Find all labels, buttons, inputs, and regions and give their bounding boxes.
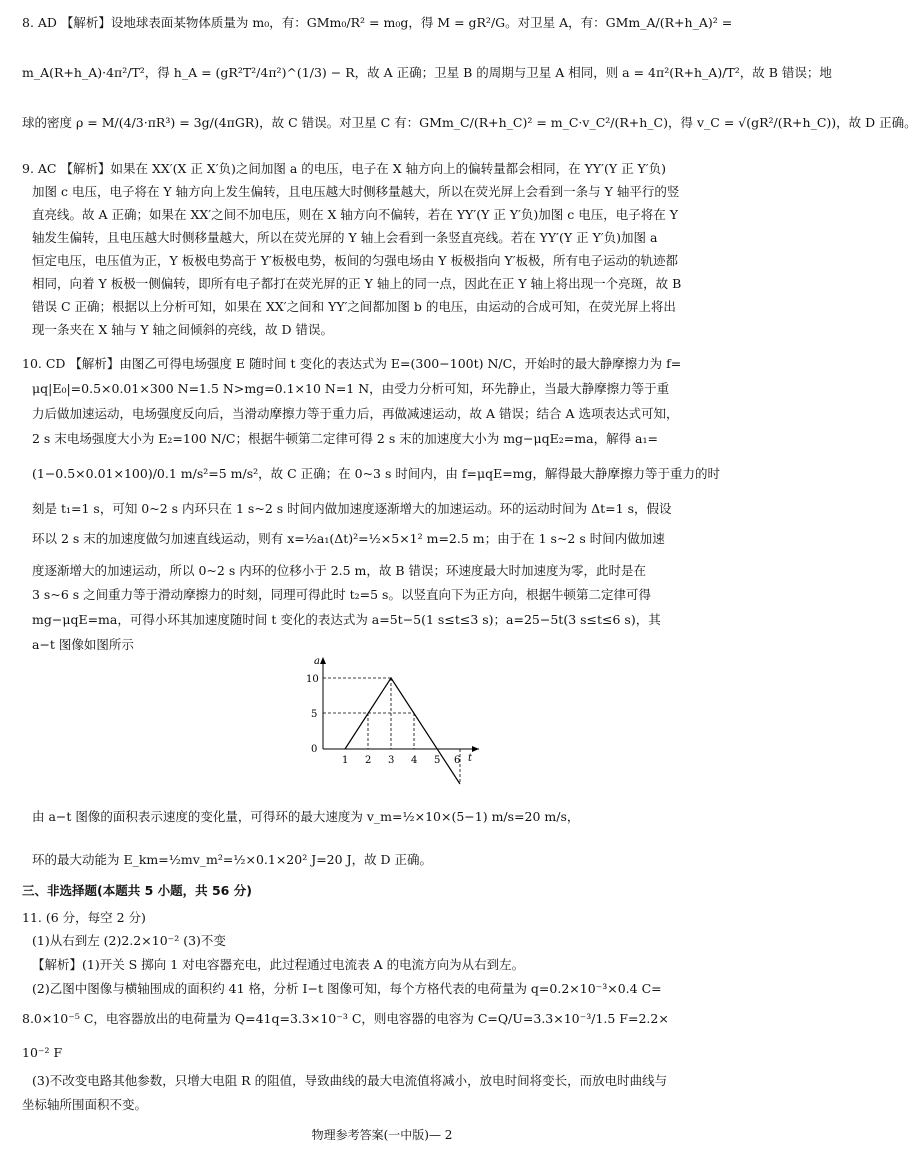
q8-line-1: 8. AD 【解析】设地球表面某物体质量为 m₀，有：GMm₀/R² = m₀g，得 M = gR²/G。对卫星 A，有：GMm_A/(R+h_A)² = bbox=[22, 15, 733, 30]
q9-line-5: 恒定电压，电压值为正，Y 板极电势高于 Y′板极电势，板间的匀强电场由 Y 板极指向 Y′板极，所有电子运动的轨迹都 bbox=[32, 253, 679, 268]
q11-line-6: 10⁻² F bbox=[22, 1045, 63, 1060]
page-footer: 物理参考答案(一中版)— 2 bbox=[311, 1128, 453, 1142]
x-tick-4: 4 bbox=[411, 755, 418, 766]
q10-line-4: 2 s 末电场强度大小为 E₂=100 N/C；根据牛顿第二定律可得 2 s 末的加速度大小为 mg−μqE₂=ma，解得 a₁= bbox=[32, 431, 658, 446]
x-tick-1: 1 bbox=[342, 755, 349, 766]
q9-line-1: 9. AC 【解析】如果在 XX′(X 正 X′负)之间加图 a 的电压，电子在 X 轴方向上的偏转量都会相同，在 YY′(Y 正 Y′负) bbox=[22, 161, 667, 176]
a-t-graph bbox=[296, 654, 486, 772]
x-axis-arrow bbox=[472, 746, 479, 752]
y-tick-5: 5 bbox=[311, 709, 318, 720]
q9-line-8: 现一条夹在 X 轴与 Y 轴之间倾斜的亮线，故 D 错误。 bbox=[32, 322, 334, 337]
q9-line-2: 加图 c 电压，电子将在 Y 轴方向上发生偏转，且电压越大时侧移量越大，所以在荧光屏上会看到一条与 Y 轴平行的竖 bbox=[32, 184, 680, 199]
q11-answers: (1)从右到左 (2)2.2×10⁻² (3)不变 bbox=[32, 933, 226, 948]
q8-line-3: 球的密度 ρ = M/(4/3·πR³) = 3g/(4πGR)，故 C 错误。对卫星 C 有：GMm_C/(R+h_C)² = m_C·v_C²/(R+h_C)，得 v_C = √(gR²/(R+h_C))，故 D 正确。 bbox=[22, 115, 917, 130]
q9-line-6: 相同，向着 Y 板极一侧偏转，即所有电子都打在荧光屏的正 Y 轴上的同一点，因此在正 Y 轴上将出现一个亮斑，故 B bbox=[32, 276, 682, 291]
q9-line-7: 错误 C 正确；根据以上分析可知，如果在 XX′之间和 YY′之间都加图 b 的电压，由运动的合成可知，在荧光屏上将出 bbox=[32, 299, 676, 314]
y-tick-10: 10 bbox=[306, 674, 319, 685]
x-tick-6: 6 bbox=[454, 755, 461, 766]
a-t-curve bbox=[345, 678, 460, 784]
q10-line-3: 力后做加速运动，电场强度反向后，当滑动摩擦力等于重力后，再做减速运动，故 A 错误；结合 A 选项表达式可知， bbox=[32, 406, 679, 421]
q10-conclusion-2: 环的最大动能为 E_km=½mv_m²=½×0.1×20² J=20 J，故 D 正确。 bbox=[32, 852, 433, 867]
q9-line-4: 轴发生偏转，且电压越大时侧移量越大，所以在荧光屏的 Y 轴上会看到一条竖直亮线。若在 YY′(Y 正 Y′负)加图 a bbox=[32, 230, 658, 245]
q10-line-7: 环以 2 s 末的加速度做匀加速直线运动，则有 x=½a₁(Δt)²=½×5×1² m=2.5 m；由于在 1 s~2 s 时间内做加速 bbox=[32, 531, 665, 546]
q11-line-5: 8.0×10⁻⁵ C，电容器放出的电荷量为 Q=41q=3.3×10⁻³ C，则电容器的电容为 C=Q/U=3.3×10⁻³/1.5 F=2.2× bbox=[22, 1011, 669, 1026]
q10-line-8: 度逐渐增大的加速运动，所以 0~2 s 内环的位移小于 2.5 m，故 B 错误；环速度最大时加速度为零，此时是在 bbox=[32, 563, 647, 578]
q9-line-3: 直亮线。故 A 正确；如果在 XX′之间不加电压，则在 X 轴方向不偏转，若在 YY′(Y 正 Y′负)加图 c 电压，电子将在 Y bbox=[32, 207, 678, 222]
x-tick-5: 5 bbox=[434, 755, 441, 766]
q11-line-7: (3)不改变电路其他参数，只增大电阻 R 的阻值，导致曲线的最大电流值将减小，放电时间将变长，而放电时曲线与 bbox=[32, 1073, 668, 1088]
q10-line-5: (1−0.5×0.01×100)/0.1 m/s²=5 m/s²，故 C 正确；在 0~3 s 时间内，由 f=μqE=mg，解得最大静摩擦力等于重力的时 bbox=[32, 466, 721, 481]
q11-line-1: 11. (6 分，每空 2 分) bbox=[22, 910, 146, 925]
q11-line-4: (2)乙图中图像与横轴围成的面积约 41 格，分析 I−t 图像可知，每个方格代表的电荷量为 q=0.2×10⁻³×0.4 C= bbox=[32, 981, 662, 996]
q8-line-2: m_A(R+h_A)·4π²/T²，得 h_A = (gR²T²/4π²)^(1/3) − R，故 A 正确；卫星 B 的周期与卫星 A 相同，则 a = 4π²(R+h_A)/T²，故 B 错误；地 bbox=[22, 65, 832, 80]
q10-line-2: μq|E₀|=0.5×0.01×300 N=1.5 N>mg=0.1×10 N=1 N，由受力分析可知，环先静止，当最大静摩擦力等于重 bbox=[32, 381, 670, 396]
q10-line-9: 3 s~6 s 之间重力等于滑动摩擦力的时刻，同理可得此时 t₂=5 s。以竖直向下为正方向，根据牛顿第二定律可得 bbox=[32, 587, 651, 602]
y-tick-0: 0 bbox=[311, 744, 318, 755]
q11-line-3: 【解析】(1)开关 S 掷向 1 对电容器充电，此过程通过电流表 A 的电流方向为从右到左。 bbox=[32, 957, 525, 972]
q10-conclusion-1: 由 a−t 图像的面积表示速度的变化量，可得环的最大速度为 v_m=½×10×(5−1) m/s=20 m/s， bbox=[32, 809, 580, 824]
x-tick-2: 2 bbox=[365, 755, 372, 766]
q10-line-10: mg−μqE=ma，可得小环其加速度随时间 t 变化的表达式为 a=5t−5(1 s≤t≤3 s)；a=25−5t(3 s≤t≤6 s)，其 bbox=[32, 612, 661, 627]
q10-line-1: 10. CD 【解析】由图乙可得电场强度 E 随时间 t 变化的表达式为 E=(300−100t) N/C，开始时的最大静摩擦力为 f= bbox=[22, 356, 682, 371]
x-tick-3: 3 bbox=[388, 755, 395, 766]
section-heading: 三、非选择题(本题共 5 小题，共 56 分) bbox=[22, 883, 252, 898]
y-axis-label: a bbox=[314, 656, 320, 667]
q10-line-6: 刻是 t₁=1 s，可知 0~2 s 内环只在 1 s~2 s 时间内做加速度逐渐增大的加速运动。环的运动时间为 Δt=1 s，假设 bbox=[32, 501, 672, 516]
x-axis-label: t bbox=[468, 753, 473, 764]
q10-line-11: a−t 图像如图所示 bbox=[32, 637, 134, 652]
y-axis-arrow bbox=[320, 657, 326, 664]
q11-line-8: 坐标轴所围面积不变。 bbox=[22, 1097, 148, 1112]
